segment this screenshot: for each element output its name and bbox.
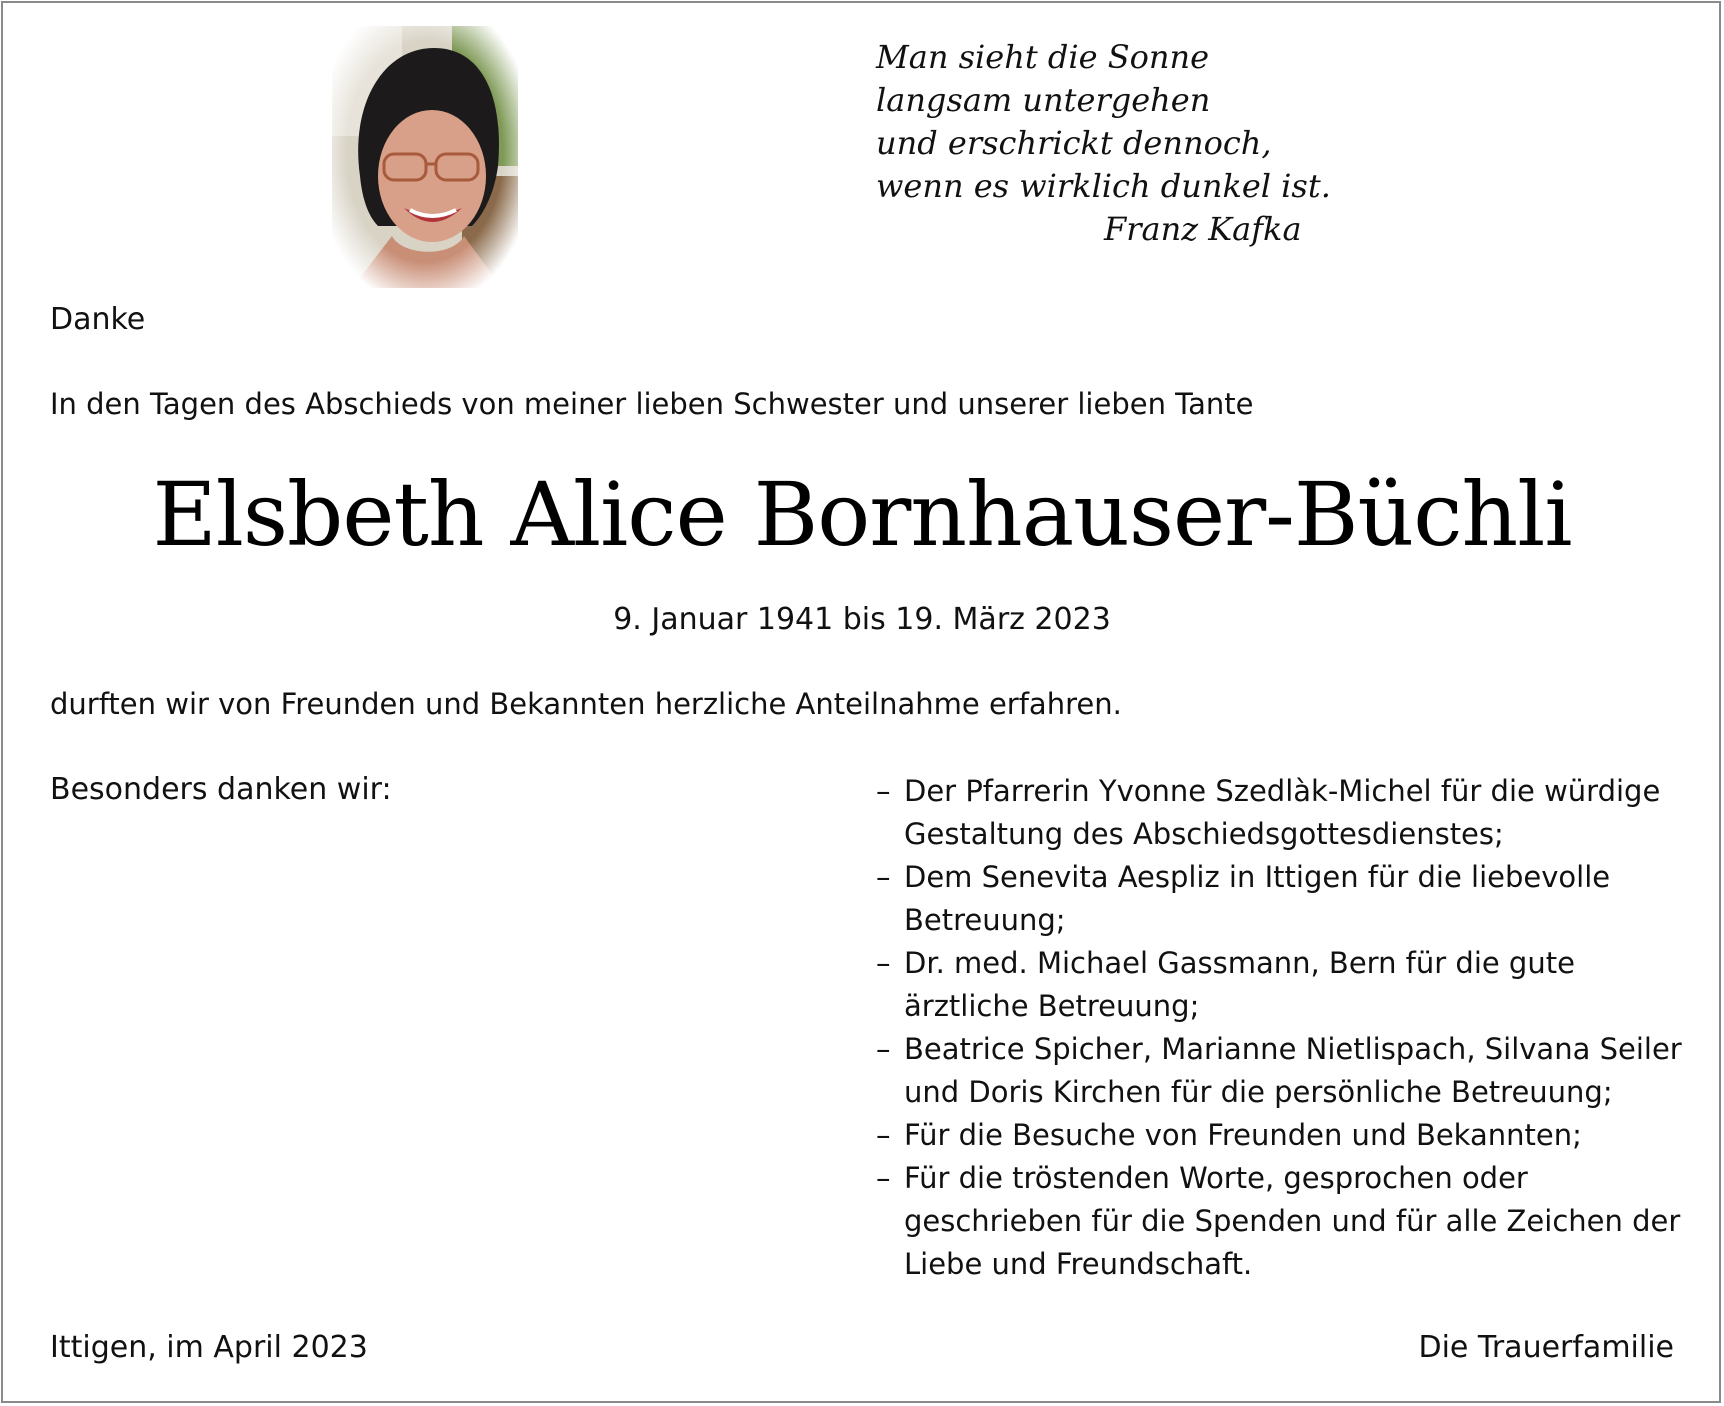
place-date: Ittigen, im April 2023 — [50, 1330, 368, 1365]
dash-bullet: – — [876, 1161, 891, 1195]
quote-author: Franz Kafka — [1104, 210, 1302, 248]
thanks-item-text: Für die tröstenden Worte, gesprochen oder geschrieben für die Spenden und für alle Zeichen der Liebe und Freundschaft. — [904, 1161, 1681, 1281]
thanks-item — [876, 1157, 1696, 1286]
kafka-quote — [876, 36, 1336, 251]
thanks-item-text: Für die Besuche von Freunden und Bekannten; — [904, 1118, 1582, 1152]
quote-line: Man sieht die Sonne — [876, 38, 1210, 76]
dash-bullet: – — [876, 774, 891, 808]
signature: Die Trauerfamilie — [1418, 1330, 1674, 1365]
thanks-item — [876, 1028, 1696, 1114]
thanks-item-text: Dr. med. Michael Gassmann, Bern für die gute ärztliche Betreuung; — [904, 946, 1575, 1023]
thanks-list — [876, 770, 1696, 1286]
dash-bullet: – — [876, 946, 891, 980]
thanks-item — [876, 856, 1696, 942]
quote-line: und erschrickt dennoch, — [876, 124, 1272, 162]
intro-text: In den Tagen des Abschieds von meiner lieben Schwester und unserer lieben Tante — [50, 387, 1254, 421]
thanks-item-text: Beatrice Spicher, Marianne Nietlispach, Silvana Seiler und Doris Kirchen für die persönliche Betreuung; — [904, 1032, 1682, 1109]
thanks-item-text: Der Pfarrerin Yvonne Szedlàk-Michel für die würdige Gestaltung des Abschiedsgottesdienstes; — [904, 774, 1661, 851]
thanks-item — [876, 770, 1696, 856]
dash-bullet: – — [876, 1032, 891, 1066]
thanks-item — [876, 942, 1696, 1028]
life-dates: 9. Januar 1941 bis 19. März 2023 — [613, 602, 1111, 637]
portrait-photo — [332, 26, 518, 288]
sympathy-text: durften wir von Freunden und Bekannten herzliche Anteilnahme erfahren. — [50, 687, 1122, 721]
heading-danke: Danke — [50, 302, 146, 337]
thanks-intro: Besonders danken wir: — [50, 772, 392, 807]
thanks-item-text: Dem Senevita Aespliz in Ittigen für die liebevolle Betreuung; — [904, 860, 1611, 937]
quote-line: wenn es wirklich dunkel ist. — [876, 167, 1331, 205]
quote-line: langsam untergehen — [876, 81, 1211, 119]
dash-bullet: – — [876, 860, 891, 894]
deceased-name: Elsbeth Alice Bornhauser-Büchli — [152, 463, 1572, 566]
thanks-item — [876, 1114, 1696, 1157]
dash-bullet: – — [876, 1118, 891, 1152]
